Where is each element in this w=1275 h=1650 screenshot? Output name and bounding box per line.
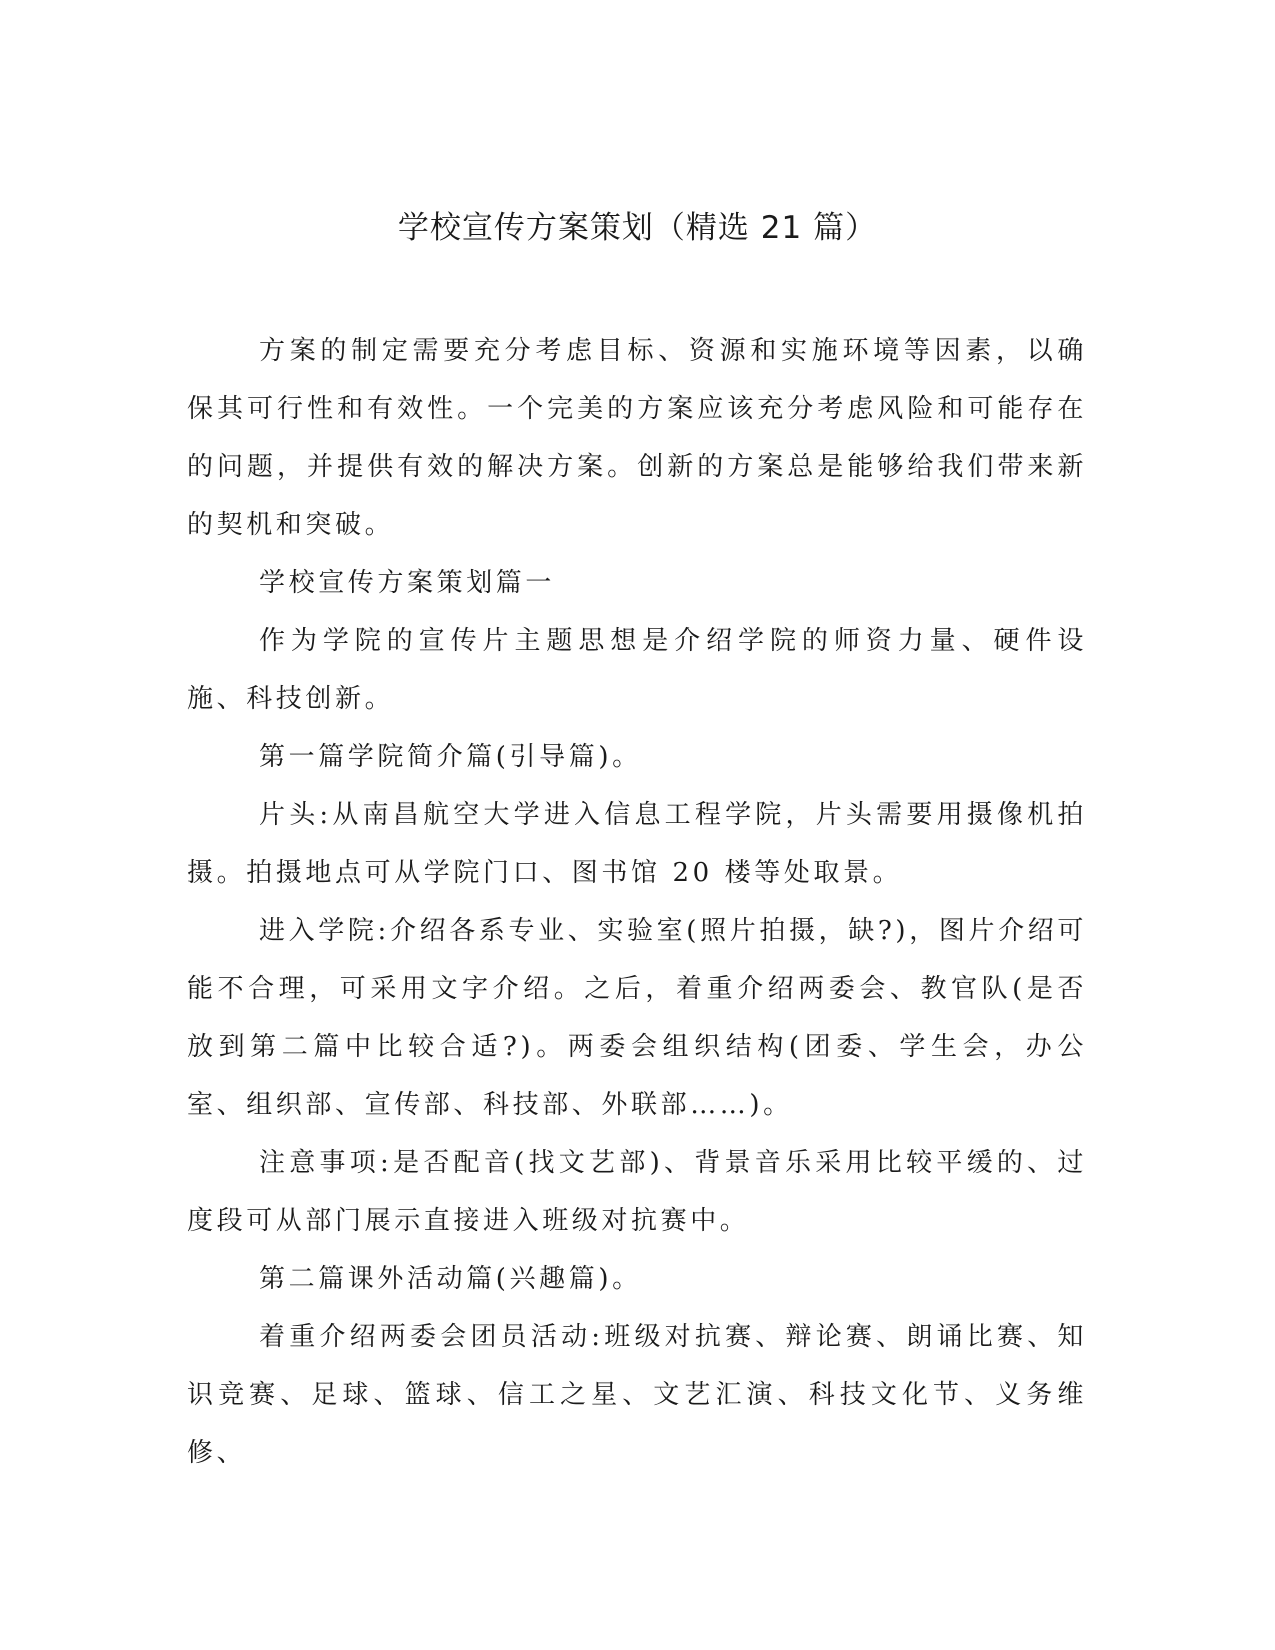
paragraph-chapter-two: 第二篇课外活动篇(兴趣篇)。 [259,1264,642,1294]
paragraph-chapter-one: 第一篇学院简介篇(引导篇)。 [259,742,642,772]
paragraph-theme: 作为学院的宣传片主题思想是介绍学院的师资力量、硬件设施、科技创新。 [187,626,1087,714]
paragraph-notes: 注意事项:是否配音(找文艺部)、背景音乐采用比较平缓的、过度段可从部门展示直接进入班级对抗赛中。 [187,1148,1087,1236]
paragraph-opening-shot: 片头:从南昌航空大学进入信息工程学院，片头需要用摄像机拍摄。拍摄地点可从学院门口、图书馆 20 楼等处取景。 [187,800,1087,888]
document-body [187,322,1087,1482]
paragraph-activities: 着重介绍两委会团员活动:班级对抗赛、辩论赛、朗诵比赛、知识竞赛、足球、篮球、信工之星、文艺汇演、科技文化节、义务维修、 [187,1322,1087,1468]
section-heading-part-one: 学校宣传方案策划篇一 [259,568,556,598]
paragraph-enter-college: 进入学院:介绍各系专业、实验室(照片拍摄，缺?)，图片介绍可能不合理，可采用文字介绍。之后，着重介绍两委会、教官队(是否放到第二篇中比较合适?)。两委会组织结构(团委、学生会，办公室、组织部、宣传部、科技部、外联部……)。 [187,916,1087,1120]
paragraph-intro: 方案的制定需要充分考虑目标、资源和实施环境等因素，以确保其可行性和有效性。一个完美的方案应该充分考虑风险和可能存在的问题，并提供有效的解决方案。创新的方案总是能够给我们带来新的契机和突破。 [187,336,1087,540]
document-title: 学校宣传方案策划（精选 21 篇） [397,210,878,246]
